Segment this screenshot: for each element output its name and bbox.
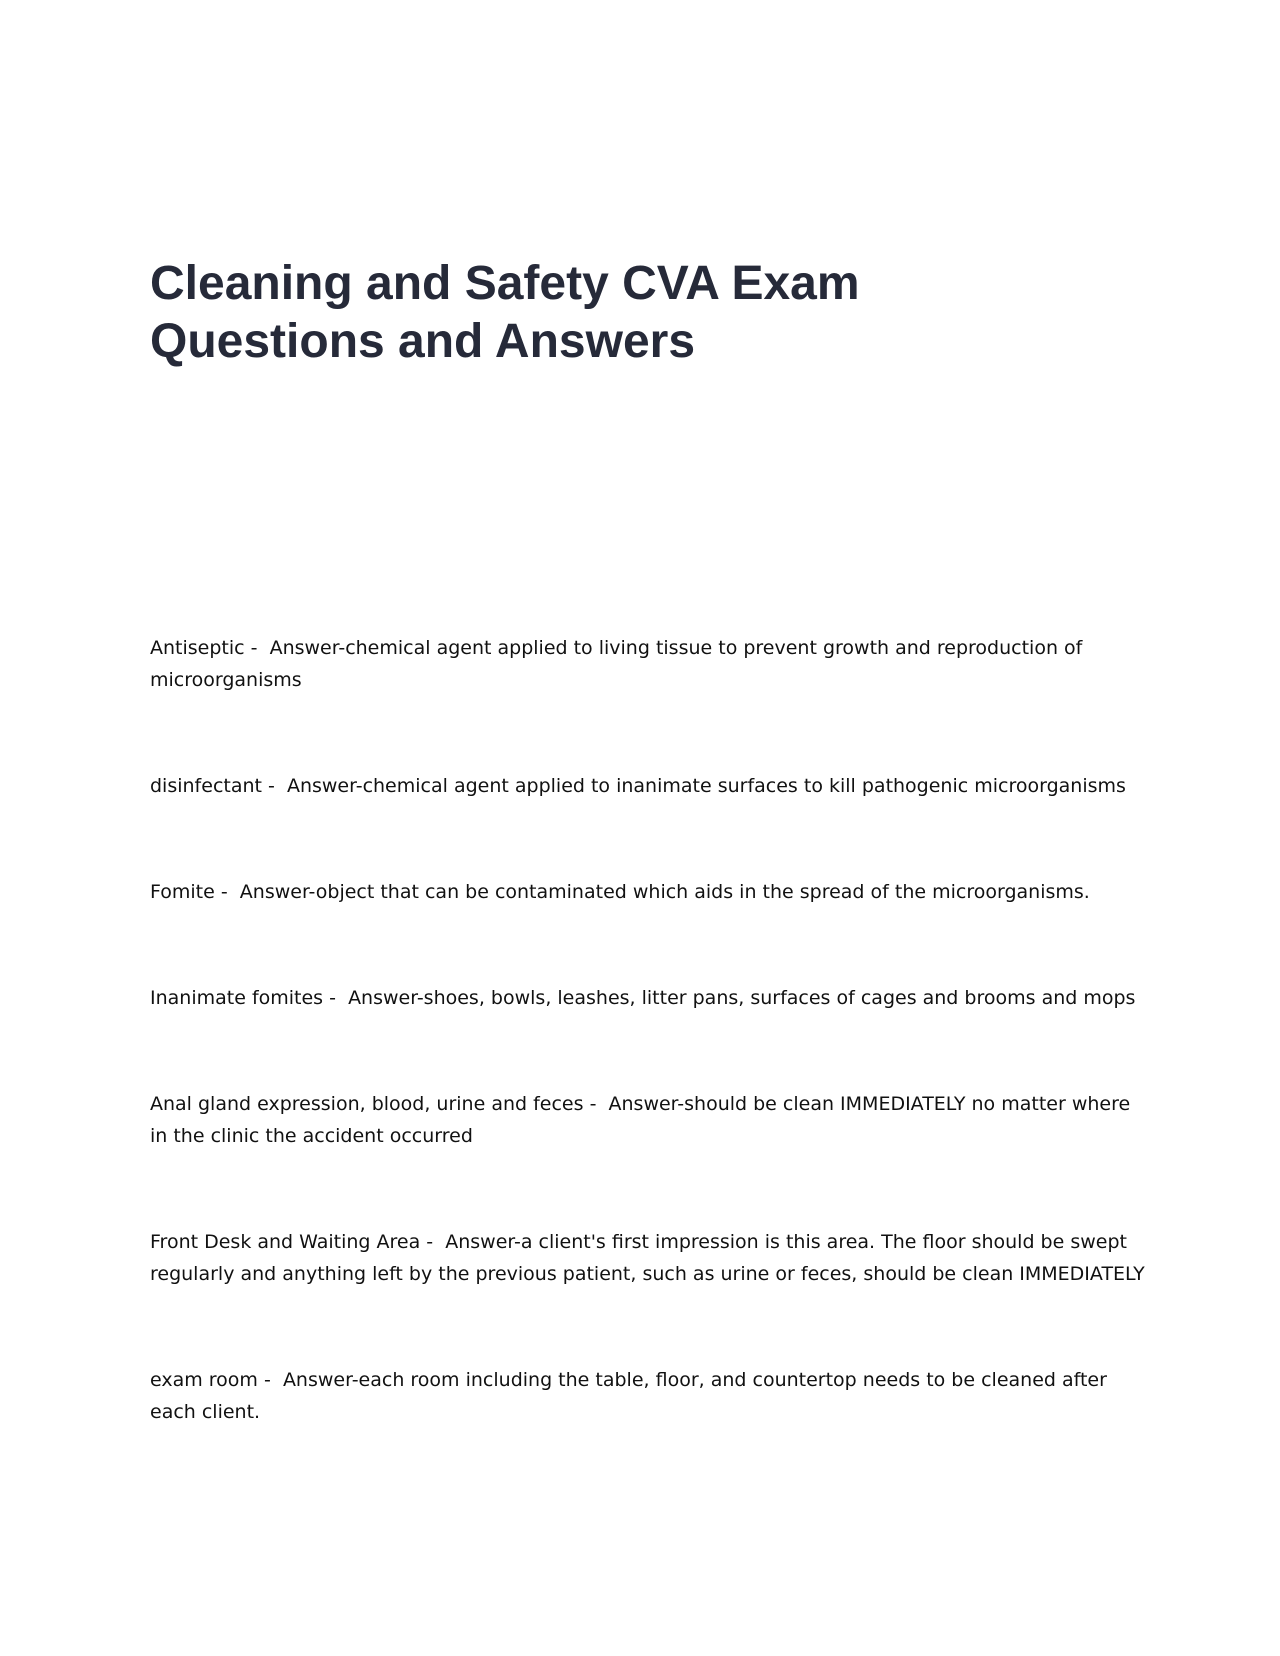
qa-answer: Answer-should be clean IMMEDIATELY no matter where in the clinic the accident occurred [150, 1093, 1137, 1147]
qa-answer: Answer-chemical agent applied to inanimate surfaces to kill pathogenic microorganisms [286, 775, 1126, 797]
qa-separator: - [261, 775, 287, 797]
qa-entry-antiseptic [150, 632, 1150, 696]
qa-term: Fomite [150, 881, 215, 903]
qa-separator: - [244, 637, 270, 659]
qa-entry-inanimate-fomites [150, 982, 1150, 1014]
qa-list [150, 632, 1150, 1502]
qa-answer: Answer-object that can be contaminated which aids in the spread of the microorganisms. [239, 881, 1090, 903]
qa-entry-anal-gland [150, 1088, 1150, 1152]
document-title: Cleaning and Safety CVA Exam Questions and Answers [150, 257, 860, 368]
qa-separator: - [583, 1093, 609, 1115]
qa-term: exam room [150, 1369, 258, 1391]
qa-entry-exam-room [150, 1364, 1150, 1428]
qa-term: Front Desk and Waiting Area [150, 1231, 421, 1253]
qa-term: Antiseptic [150, 637, 245, 659]
qa-entry-front-desk [150, 1226, 1150, 1290]
qa-separator: - [323, 987, 349, 1009]
qa-term: disinfectant [150, 775, 262, 797]
qa-term: Anal gland expression, blood, urine and feces [150, 1093, 584, 1115]
qa-separator: - [214, 881, 240, 903]
qa-entry-fomite [150, 876, 1150, 908]
qa-separator: - [420, 1231, 446, 1253]
qa-answer: Answer-shoes, bowls, leashes, litter pans, surfaces of cages and brooms and mops [348, 987, 1136, 1009]
qa-answer: Answer-each room including the table, floor, and countertop needs to be cleaned after each client. [150, 1369, 1113, 1423]
qa-answer: Answer-a client's first impression is this area. The floor should be swept regularly and anything left by the previous patient, such as urine or feces, should be clean IMMEDIATELY [150, 1231, 1145, 1285]
qa-entry-disinfectant [150, 770, 1150, 802]
qa-separator: - [257, 1369, 283, 1391]
qa-term: Inanimate fomites [150, 987, 324, 1009]
qa-answer: Answer-chemical agent applied to living tissue to prevent growth and reproduction of microorganisms [150, 637, 1089, 691]
